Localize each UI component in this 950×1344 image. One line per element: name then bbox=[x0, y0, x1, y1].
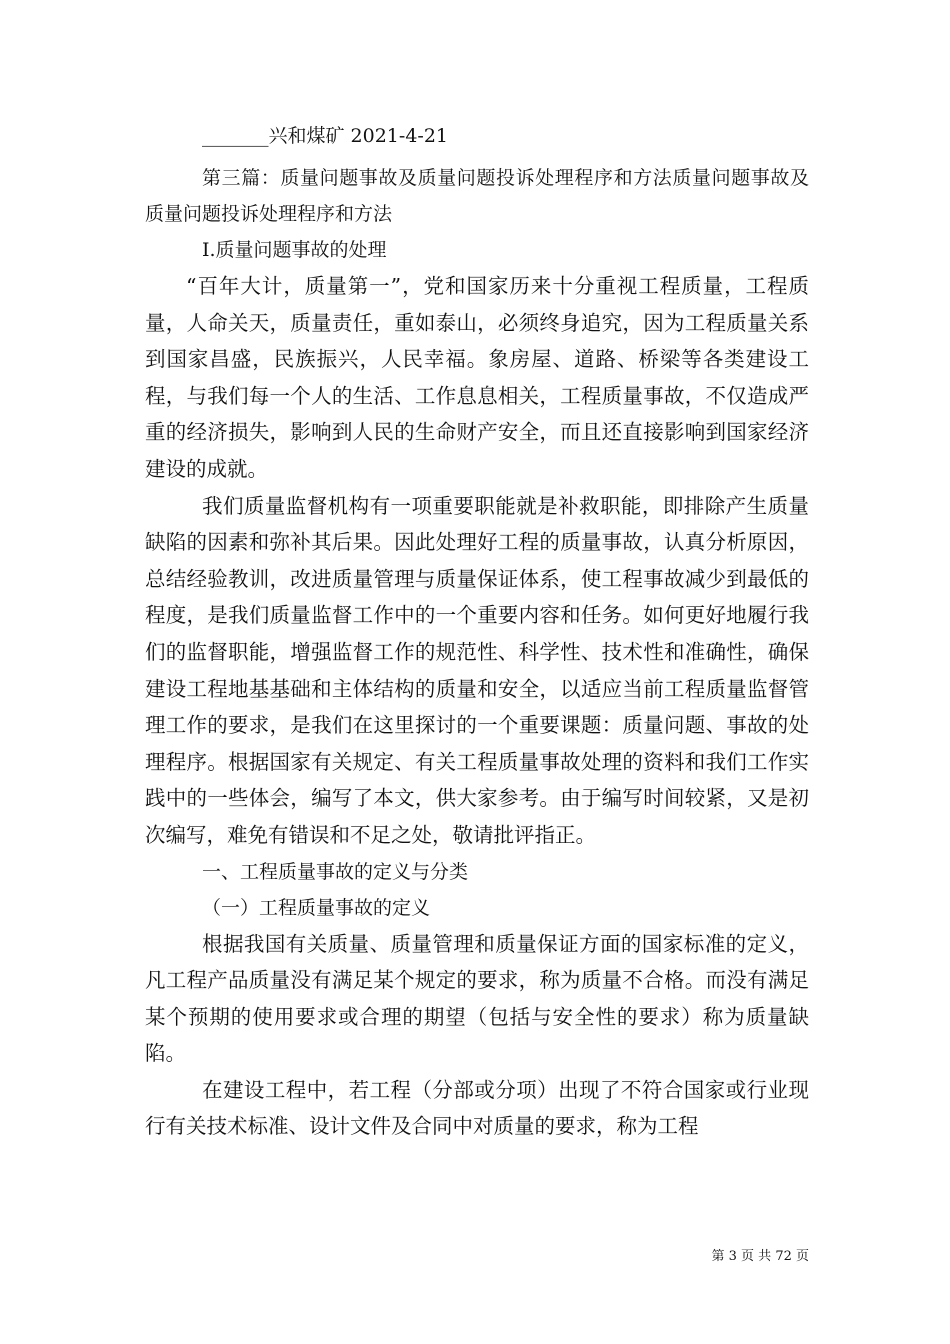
heading-definition: （一）工程质量事故的定义 bbox=[202, 896, 431, 919]
chapter-title: 第三篇：质量问题事故及质量问题投诉处理程序和方法质量问题事故及质量问题投诉处理程序和方法 bbox=[145, 167, 809, 225]
section-heading: Ⅰ.质量问题事故的处理 bbox=[202, 239, 387, 261]
paragraph-3: 根据我国有关质量、质量管理和质量保证方面的国家标准的定义，凡工程产品质量没有满足某个规定的要求，称为质量不合格。而没有满足某个预期的使用要求或合理的期望（包括与安全性的要求）称为质量缺陷。 bbox=[145, 931, 809, 1066]
paragraph-2: 我们质量监督机构有一项重要职能就是补救职能，即排除产生质量缺陷的因素和弥补其后果。因此处理好工程的质量事故，认真分析原因，总结经验教训，改进质量管理与质量保证体系，使工程事故减少到最低的程度，是我们质量监督工作中的一个重要内容和任务。如何更好地履行我们的监督职能，增强监督工作的规范性、科学性、技术性和准确性，确保建设工程地基基础和主体结构的质量和安全，以适应当前工程质量监督管理工作的要求，是我们在这里探讨的一个重要课题：质量问题、事故的处理程序。根据国家有关规定、有关工程质量事故处理的资料和我们工作实践中的一些体会，编写了本文，供大家参考。由于编写时间较紧，又是初次编写，难免有错误和不足之处，敬请批评指正。 bbox=[145, 493, 809, 847]
document-body bbox=[145, 122, 809, 1145]
paragraph-1: “百年大计，质量第一”，党和国家历来十分重视工程质量，工程质量，人命关天，质量责任，重如泰山，必须终身追究，因为工程质量关系到国家昌盛，民族振兴，人民幸福。象房屋、道路、桥梁等各类建设工程，与我们每一个人的生活、工作息息相关，工程质量事故，不仅造成严重的经济损失，影响到人民的生命财产安全，而且还直接影响到国家经济建设的成就。 bbox=[145, 274, 809, 481]
paragraph-4: 在建设工程中，若工程（分部或分项）出现了不符合国家或行业现行有关技术标准、设计文件及合同中对质量的要求，称为工程 bbox=[145, 1077, 809, 1139]
page-footer: 第 3 页 共 72 页 bbox=[711, 1249, 809, 1264]
signature-line: _______兴和煤矿 2021-4-21 bbox=[202, 125, 448, 147]
heading-definition-classification: 一、工程质量事故的定义与分类 bbox=[202, 860, 469, 883]
